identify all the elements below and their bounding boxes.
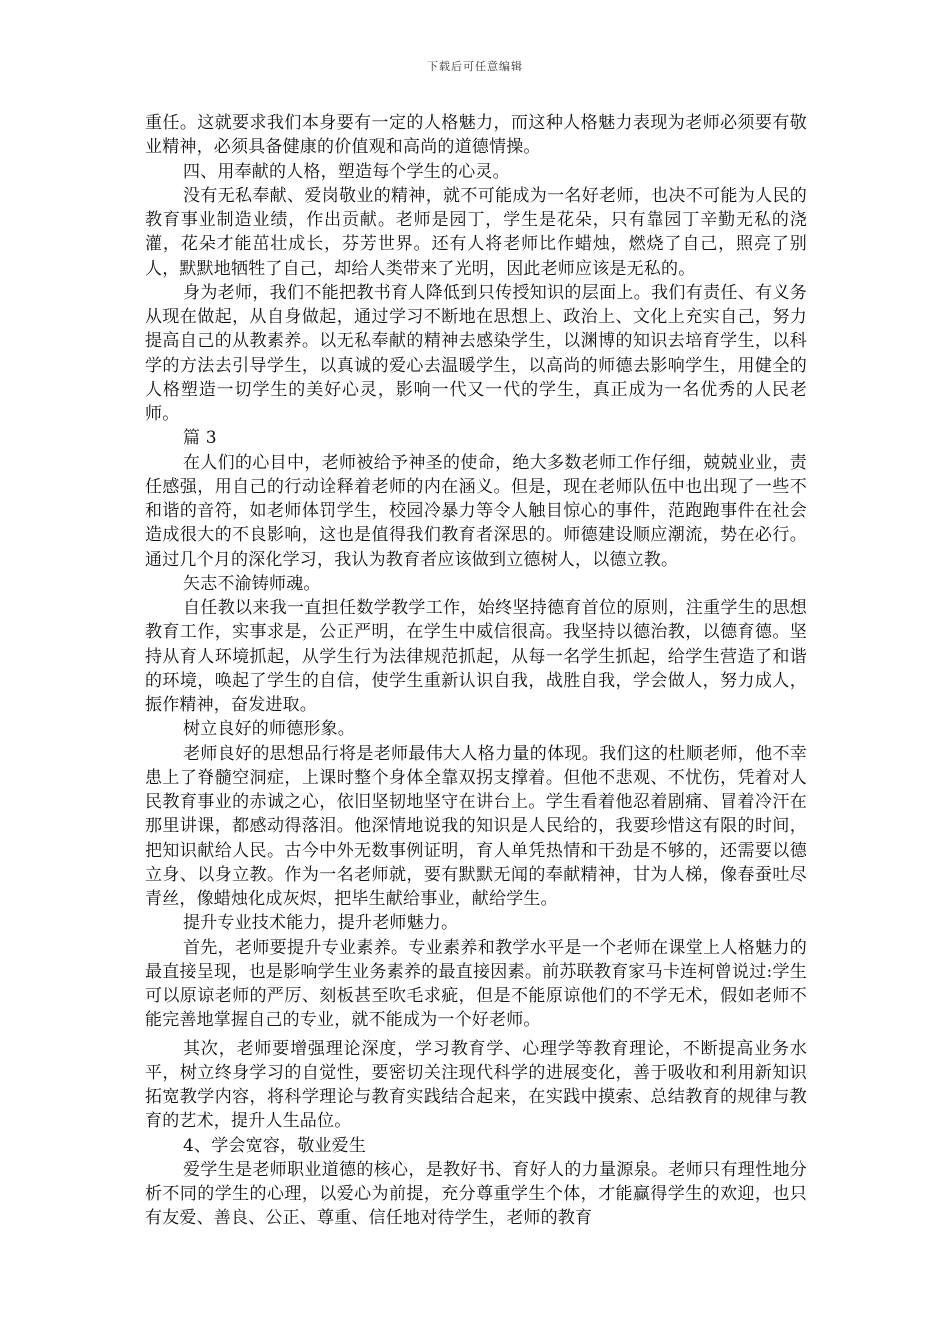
- page-header: 下载后可任意编辑: [427, 60, 523, 73]
- paragraph: 自任教以来我一直担任数学教学工作，始终坚持德育首位的原则，注重学生的思想教育工作，实事求是，公正严明，在学生中威信很高。我坚持以德治教，以德育德。坚持从育人环境抓起，从学生行为法律规范抓起，从每一名学生抓起，给学生营造了和谐的环境，唤起了学生的自信，使学生重新认识自我，战胜自我，学会做人，努力成人，振作精神，奋发进取。: [145, 598, 807, 715]
- section-heading: 树立良好的师德形象。: [183, 719, 355, 740]
- paragraph: 首先，老师要提升专业素养。专业素养和教学水平是一个老师在课堂上人格魅力的最直接呈现，也是影响学生业务素养的最直接因素。前苏联教育家马卡连柯曾说过:学生可以原谅老师的严厉、刻板甚至吹毛求疵，但是不能原谅他们的不学无术，假如老师不能完善地掌握自己的专业，就不能成为一个好老师。: [145, 937, 807, 1031]
- paragraph: 老师良好的思想品行将是老师最伟大人格力量的体现。我们这的杜顺老师，他不幸患上了脊髓空洞症，上课时整个身体全靠双拐支撑着。但他不悲观、不忧伤，凭着对人民教育事业的赤诚之心，依旧坚韧地坚守在讲台上。学生看着他忍着剧痛、冒着冷汗在那里讲课，都感动得落泪。他深情地说我的知识是人民给的，我要珍惜这有限的时间，把知识献给人民。古今中外无数事例证明，育人单凭热情和干劲是不够的，还需要以德立身、以身立教。作为一名老师就，要有默默无闻的奉献精神，甘为人梯，像春蚕吐尽青丝，像蜡烛化成灰烬，把毕生献给事业，献给学生。: [145, 743, 807, 909]
- paragraph: 其次，老师要增强理论深度，学习教育学、心理学等教育理论，不断提高业务水平，树立终身学习的自觉性，要密切关注现代科学的进展变化，善于吸收和利用新知识拓宽教学内容，将科学理论与教育实践结合起来，在实践中摸索、总结教育的规律与教育的艺术，提升人生品位。: [145, 1038, 807, 1132]
- paragraph: 身为老师，我们不能把教书育人降低到只传授知识的层面上。我们有责任、有义务从现在做起，从自身做起，通过学习不断地在思想上、政治上、文化上充实自己，努力提高自己的从教素养。以无私奉献的精神去感染学生，以渊博的知识去培育学生，以科学的方法去引导学生，以真诚的爱心去温暖学生，以高尚的师德去影响学生，用健全的人格塑造一切学生的美好心灵，影响一代又一代的学生，真正成为一名优秀的人民老师。: [145, 282, 807, 424]
- paragraph: 爱学生是老师职业道德的核心，是教好书、育好人的力量源泉。老师只有理性地分析不同的学生的心理，以爱心为前提，充分尊重学生个体，才能赢得学生的欢迎，也只有友爱、善良、公正、尊重、信任地对待学生，老师的教育: [145, 1159, 807, 1229]
- paragraph: 重任。这就要求我们本身要有一定的人格魅力，而这种人格魅力表现为老师必须要有敬业精神，必须具备健康的价值观和高尚的道德情操。: [145, 113, 807, 158]
- document-body: [145, 111, 807, 1231]
- section-heading: 篇 3: [183, 428, 217, 449]
- section-heading: 4、学会宽容，敬业爱生: [183, 1135, 367, 1156]
- paragraph: 没有无私奉献、爱岗敬业的精神，就不可能成为一名好老师，也决不可能为人民的教育事业制造业绩，作出贡献。老师是园丁，学生是花朵，只有靠园丁辛勤无私的浇灌，花朵才能茁壮成长，芬芳世界。还有人将老师比作蜡烛，燃烧了自己，照亮了别人，默默地牺牲了自己，却给人类带来了光明，因此老师应该是无私的。: [145, 185, 807, 279]
- section-heading: 提升专业技术能力，提升老师魅力。: [183, 913, 459, 934]
- section-heading: 矢志不渝铸师魂。: [183, 573, 321, 594]
- paragraph: 在人们的心目中，老师被给予神圣的使命，绝大多数老师工作仔细，兢兢业业，责任感强，用自己的行动诠释着老师的内在涵义。但是，现在老师队伍中也出现了一些不和谐的音符，如老师体罚学生，校园冷暴力等令人触目惊心的事件，范跑跑事件在社会造成很大的不良影响，这也是值得我们教育者深思的。师德建设顺应潮流，势在必行。通过几个月的深化学习，我认为教育者应该做到立德树人，以德立教。: [145, 452, 807, 570]
- section-heading: 四、用奉献的人格，塑造每个学生的心灵。: [183, 161, 510, 182]
